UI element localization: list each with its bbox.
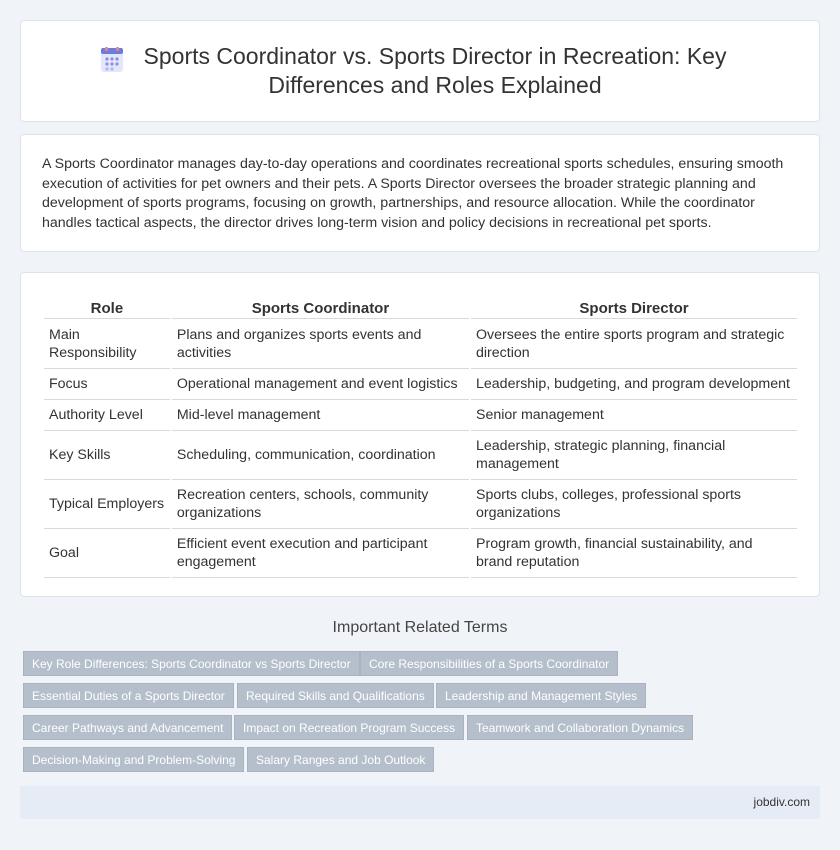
related-term-tag[interactable]: Leadership and Management Styles <box>436 683 646 708</box>
column-header-sports-director: Sports Director <box>471 295 797 319</box>
coordinator-cell: Operational management and event logistics <box>172 369 469 400</box>
comparison-table <box>42 295 799 578</box>
table-row <box>44 480 797 529</box>
table-row <box>44 431 797 480</box>
coordinator-cell: Scheduling, communication, coordination <box>172 431 469 480</box>
intro-paragraph: A Sports Coordinator manages day-to-day operations and coordinates recreational sports schedules, ensuring smooth execution of activities for pet owners and their pets. A Sports Director oversees the broader strategic planning and development of sports programs, focusing on growth, partnerships, and resource allocation. While the coordinator handles tactical aspects, the director drives long-term vision and policy decisions in recreational pet sports. <box>42 156 784 231</box>
page-title: Sports Coordinator vs. Sports Director in Recreation: Key Differences and Roles Explained <box>143 43 727 98</box>
table-header-row <box>44 295 797 319</box>
director-cell: Leadership, strategic planning, financial management <box>471 431 797 480</box>
row-label: Typical Employers <box>44 480 170 529</box>
row-label: Key Skills <box>44 431 170 480</box>
table-row <box>44 529 797 578</box>
coordinator-cell: Mid-level management <box>172 400 469 431</box>
row-label: Goal <box>44 529 170 578</box>
coordinator-cell: Recreation centers, schools, community organizations <box>172 480 469 529</box>
intro-card <box>20 134 820 252</box>
related-term-tag[interactable]: Salary Ranges and Job Outlook <box>247 747 434 772</box>
related-term-tag[interactable]: Required Skills and Qualifications <box>237 683 434 708</box>
related-term-tag[interactable]: Decision-Making and Problem-Solving <box>23 747 244 772</box>
director-cell: Sports clubs, colleges, professional sports organizations <box>471 480 797 529</box>
column-header-sports-coordinator: Sports Coordinator <box>172 295 469 319</box>
related-term-tag[interactable]: Teamwork and Collaboration Dynamics <box>467 715 693 740</box>
row-label: Focus <box>44 369 170 400</box>
header-card <box>20 20 820 122</box>
comparison-table-card <box>20 272 820 597</box>
related-term-tag[interactable]: Impact on Recreation Program Success <box>234 715 464 740</box>
related-term-tag[interactable]: Core Responsibilities of a Sports Coordinator <box>360 651 618 676</box>
director-cell: Oversees the entire sports program and strategic direction <box>471 319 797 369</box>
related-terms-title: Important Related Terms <box>332 619 508 636</box>
footer-bar <box>20 786 820 819</box>
row-label: Authority Level <box>44 400 170 431</box>
related-term-tag[interactable]: Key Role Differences: Sports Coordinator vs Sports Director <box>23 651 360 676</box>
director-cell: Leadership, budgeting, and program development <box>471 369 797 400</box>
related-term-tag[interactable]: Essential Duties of a Sports Director <box>23 683 234 708</box>
related-term-tag[interactable]: Career Pathways and Advancement <box>23 715 232 740</box>
director-cell: Senior management <box>471 400 797 431</box>
table-row <box>44 400 797 431</box>
row-label: Main Responsibility <box>44 319 170 369</box>
coordinator-cell: Efficient event execution and participant engagement <box>172 529 469 578</box>
column-header-role: Role <box>44 295 170 319</box>
table-row <box>44 319 797 369</box>
director-cell: Program growth, financial sustainability, and brand reputation <box>471 529 797 578</box>
footer-site-link[interactable]: jobdiv.com <box>753 795 810 809</box>
table-row <box>44 369 797 400</box>
coordinator-cell: Plans and organizes sports events and activities <box>172 319 469 369</box>
